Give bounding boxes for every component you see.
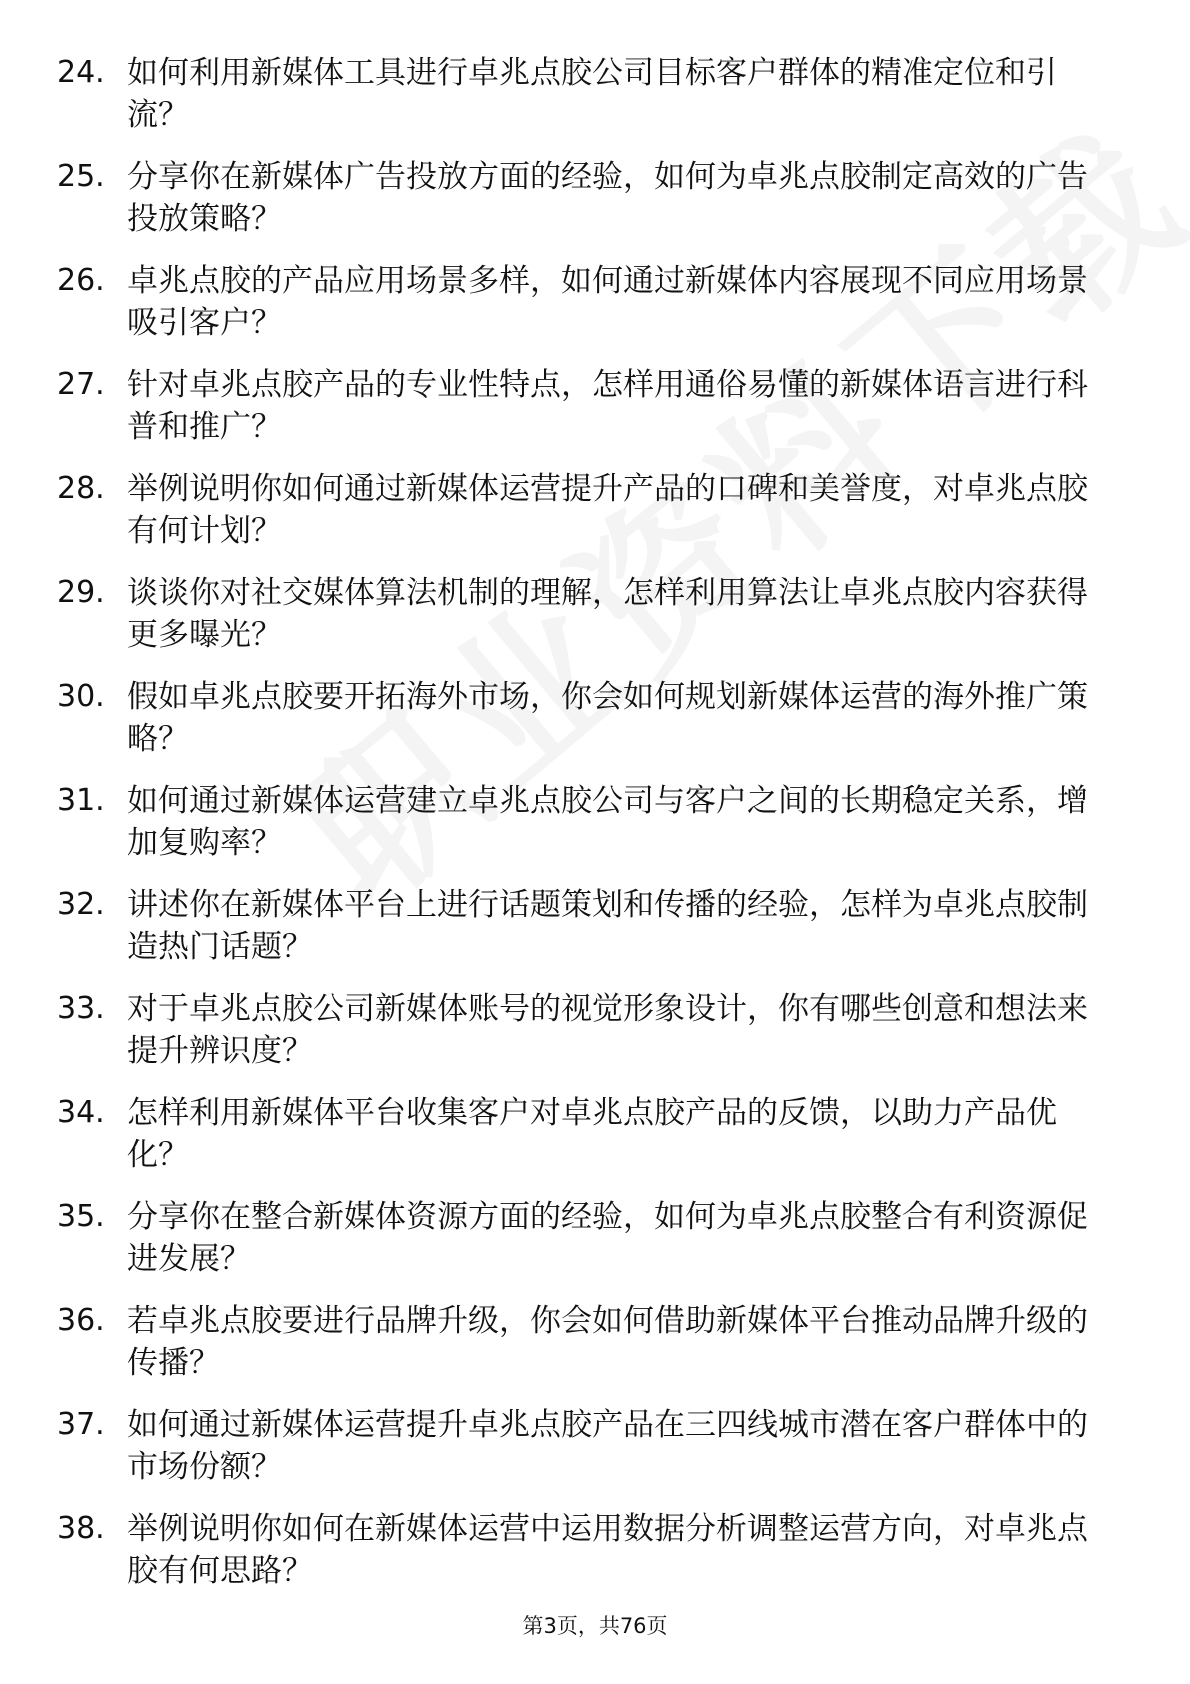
page-number: 第3页，共76页 bbox=[522, 1614, 668, 1638]
question-text: 针对卓兆点胶产品的专业性特点，怎样用通俗易懂的新媒体语言进行科普和推广？ bbox=[127, 367, 1088, 445]
question-item bbox=[57, 572, 1107, 656]
question-list bbox=[57, 52, 1107, 1612]
question-item bbox=[57, 468, 1107, 552]
question-number: 27. bbox=[57, 367, 105, 402]
question-number: 32. bbox=[57, 887, 105, 922]
question-text: 如何通过新媒体运营建立卓兆点胶公司与客户之间的长期稳定关系，增加复购率？ bbox=[127, 783, 1088, 861]
question-text: 分享你在新媒体广告投放方面的经验，如何为卓兆点胶制定高效的广告投放策略？ bbox=[127, 159, 1088, 237]
question-text: 如何通过新媒体运营提升卓兆点胶产品在三四线城市潜在客户群体中的市场份额？ bbox=[127, 1407, 1088, 1485]
question-item bbox=[57, 1508, 1107, 1592]
question-number: 29. bbox=[57, 575, 105, 610]
question-item bbox=[57, 156, 1107, 240]
question-item bbox=[57, 676, 1107, 760]
question-text: 讲述你在新媒体平台上进行话题策划和传播的经验，怎样为卓兆点胶制造热门话题？ bbox=[127, 887, 1088, 965]
question-number: 28. bbox=[57, 471, 105, 506]
question-number: 36. bbox=[57, 1303, 105, 1338]
question-item bbox=[57, 988, 1107, 1072]
question-item bbox=[57, 884, 1107, 968]
question-number: 38. bbox=[57, 1511, 105, 1546]
question-number: 35. bbox=[57, 1199, 105, 1234]
question-number: 37. bbox=[57, 1407, 105, 1442]
question-text: 分享你在整合新媒体资源方面的经验，如何为卓兆点胶整合有利资源促进发展？ bbox=[127, 1199, 1088, 1277]
question-text: 如何利用新媒体工具进行卓兆点胶公司目标客户群体的精准定位和引流？ bbox=[127, 55, 1057, 133]
question-number: 31. bbox=[57, 783, 105, 818]
question-number: 24. bbox=[57, 55, 105, 90]
question-number: 30. bbox=[57, 679, 105, 714]
question-text: 对于卓兆点胶公司新媒体账号的视觉形象设计，你有哪些创意和想法来提升辨识度？ bbox=[127, 991, 1088, 1069]
question-text: 卓兆点胶的产品应用场景多样，如何通过新媒体内容展现不同应用场景吸引客户？ bbox=[127, 263, 1088, 341]
question-text: 谈谈你对社交媒体算法机制的理解，怎样利用算法让卓兆点胶内容获得更多曝光？ bbox=[127, 575, 1088, 653]
question-item bbox=[57, 364, 1107, 448]
question-item bbox=[57, 52, 1107, 136]
question-item bbox=[57, 1196, 1107, 1280]
question-item bbox=[57, 1300, 1107, 1384]
question-item bbox=[57, 260, 1107, 344]
question-number: 34. bbox=[57, 1095, 105, 1130]
question-item bbox=[57, 780, 1107, 864]
question-item bbox=[57, 1404, 1107, 1488]
question-text: 若卓兆点胶要进行品牌升级，你会如何借助新媒体平台推动品牌升级的传播？ bbox=[127, 1303, 1088, 1381]
question-text: 举例说明你如何在新媒体运营中运用数据分析调整运营方向，对卓兆点胶有何思路？ bbox=[127, 1511, 1088, 1589]
question-number: 33. bbox=[57, 991, 105, 1026]
question-text: 举例说明你如何通过新媒体运营提升产品的口碑和美誉度，对卓兆点胶有何计划？ bbox=[127, 471, 1088, 549]
question-item bbox=[57, 1092, 1107, 1176]
question-text: 假如卓兆点胶要开拓海外市场，你会如何规划新媒体运营的海外推广策略？ bbox=[127, 679, 1088, 757]
question-number: 26. bbox=[57, 263, 105, 298]
question-text: 怎样利用新媒体平台收集客户对卓兆点胶产品的反馈，以助力产品优化？ bbox=[127, 1095, 1057, 1173]
question-number: 25. bbox=[57, 159, 105, 194]
